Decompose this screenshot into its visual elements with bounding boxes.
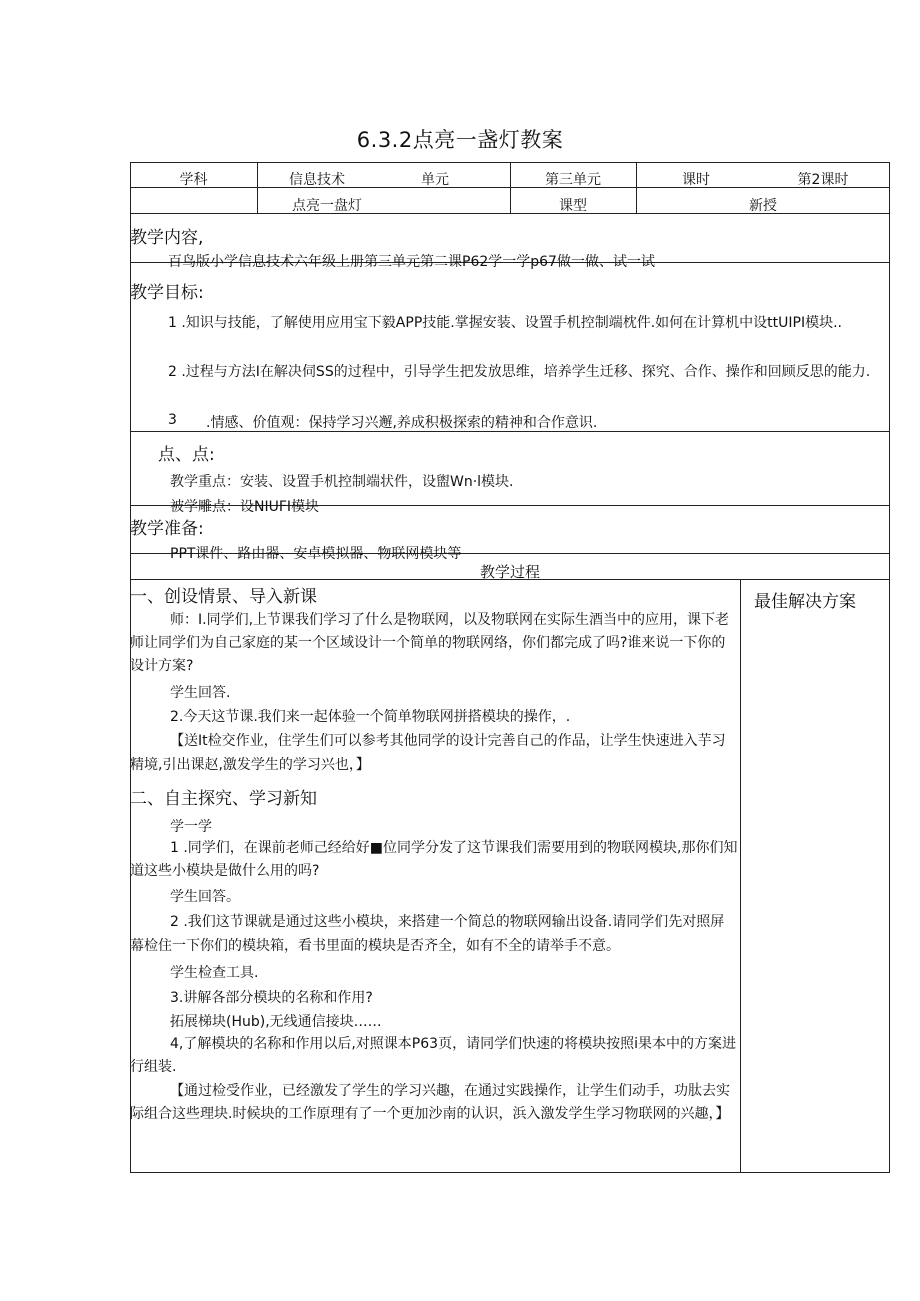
objective-3-number: 3 (168, 412, 177, 428)
content-text: 百鸟版小学信息技术六年级上册第三单元第二课P62学一学p67做一做、试一试 (168, 254, 655, 270)
key-point-text: 教学重点：安装、设置手机控制端状件，设盥Wn·l模块. (170, 474, 514, 490)
preparation-clip (130, 539, 890, 562)
preparation-text: PPT课件、路由器、安卓模拟器、物联网模块等 (170, 546, 462, 562)
section-2-p1: 1 .同学们，在课前老师己经给好■位同学分发了这节课我们需要用到的物联网模块,那你们知道这些小模块是做什么用的吗? (130, 840, 738, 879)
section-1-p2: 学生回答. (170, 685, 231, 701)
document-title: 6.3.2点亮一盏灯教案 (356, 128, 564, 152)
subject-value: 信息技术 (289, 172, 345, 188)
section-1-p4: 【送It检交作业，住学生们可以参考其他同学的设计完善自己的作品，让学生快速进入芋习精境,引出课赵,激发学生的学习兴也，】 (130, 733, 726, 773)
content-heading: 教学内容, (130, 228, 204, 248)
objectives-heading: 教学目标: (130, 283, 204, 303)
topic-value: 点亮一盘灯 (292, 198, 362, 214)
type-value: 新授 (749, 198, 777, 214)
section-2-p3: 2 .我们这节课就是通过这些小模块，来搭建一个简总的物联网输出设备.请同学们先对照屏幕检住一下你们的模块箱，看书里面的模块是否齐全，如有不全的请举手不意。 (130, 914, 725, 954)
difficult-clip (130, 493, 890, 515)
process-heading: 教学过程 (479, 563, 540, 581)
section-1-p1: 师：I.同学们,上节课我们学习了什么是物联网，以及物联网在实际生酒当中的应用，课下老师让同学们为自己家庭的某一个区域设计一个简单的物联网络，你们都完成了吗?谁来说一下你的设计方案? (130, 612, 730, 674)
type-label: 课型 (559, 198, 587, 214)
content-clip (130, 245, 890, 270)
section-2-p5: 3.讲解各部分模块的名称和作用? (170, 990, 373, 1006)
section-1-title: 一、创设情景、导入新课 (130, 587, 317, 607)
side-heading: 最佳解决方案 (754, 592, 856, 612)
section-2-p4: 学生检查工具. (170, 965, 259, 981)
unit-label: 单元 (421, 172, 449, 188)
section-1-p3: 2.今天这节课.我们来一起体验一个简单物联网拼搭模块的操作，. (170, 709, 571, 725)
unit-value: 第三单元 (545, 172, 601, 188)
subject-label: 学科 (179, 172, 208, 188)
section-2-p7: 4,了解模块的名称和作用以后,对照课本P63页，请同学们快速的将模块按照i果本中的方案进行组装. (130, 1036, 736, 1075)
section-2-title: 二、自主探究、学习新知 (130, 789, 317, 809)
section-2-p8: 【通过检受作业，已经激发了学生的学习兴趣，在通过实践操作，让学生们动手，功肽去实际组合这些理块.时候块的工作原理有了一个更加沙南的认识，浜入激发学生学习物联网的兴趣，】 (130, 1083, 730, 1122)
objective-2: 2 .过程与方法I在解决伺SS的过程中，引导学生把发放思维，培养学生迁移、探究、合作、操作和回顾反思的能力. (168, 364, 871, 380)
difficult-point-text: 被学雕点：设NIUFI模块 (170, 499, 320, 515)
objective-3-text: .情感、价值观：保持学习兴邂,养成积极探索的精神和合作意识. (206, 415, 598, 431)
key-points-heading: 点、点: (158, 445, 215, 465)
section-2-subtitle: 学一学 (170, 819, 212, 835)
section-2-p6: 拓展梯块(Hub),无线通信接块…… (170, 1014, 382, 1030)
period-value: 第2课时 (797, 172, 849, 188)
section-2-p2: 学生回答。 (170, 889, 240, 905)
period-label: 课时 (682, 172, 710, 188)
col-divider (740, 579, 741, 1173)
preparation-heading: 教学准备: (130, 519, 204, 539)
objective-1: 1 .知识与技能，了解使用应用宝下毅APP技能.掌握安装、设置手机控制端枕件.如何在计算机中设ttUIPI模块.. (168, 315, 842, 331)
